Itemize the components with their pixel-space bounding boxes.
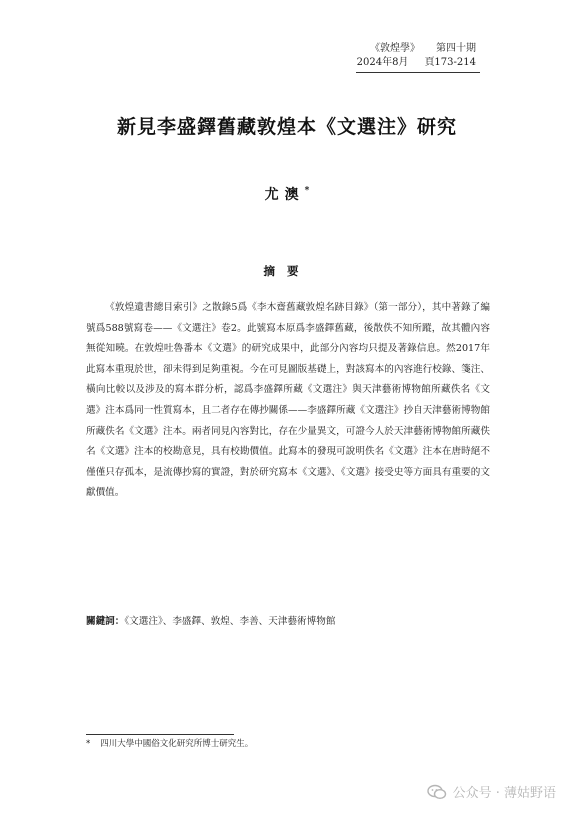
footnote-mark: * <box>86 739 91 749</box>
abstract-heading: 摘要 <box>263 264 311 278</box>
keywords <box>86 614 490 630</box>
journal-info <box>357 42 476 70</box>
author-line <box>0 184 574 204</box>
journal-row-2 <box>357 56 476 70</box>
journal-date: 2024年8月 <box>356 57 409 68</box>
footnote-text: 四川大學中國俗文化研究所博士研究生。 <box>100 739 254 749</box>
article-title: 新見李盛鐸舊藏敦煌本《文選注》研究 <box>116 116 457 138</box>
watermark-text: 公众号 · 薄姑野语 <box>452 786 556 801</box>
journal-issue: 第四十期 <box>436 43 476 54</box>
footnote <box>86 738 253 750</box>
abstract-body <box>86 298 490 504</box>
keywords-text: 《文選注》、李盛鐸、敦煌、李善、天津藝術博物館 <box>124 616 336 627</box>
author-footnote-mark[interactable]: * <box>304 186 310 196</box>
wechat-icon <box>427 784 447 800</box>
journal-row-1 <box>357 42 476 56</box>
journal-name: 《敦煌學》 <box>370 43 420 54</box>
watermark <box>427 782 556 801</box>
journal-pages: 頁173-214 <box>424 57 476 68</box>
footnote-rule <box>86 734 234 735</box>
author-name: 尤澳 <box>264 187 305 203</box>
abstract-paragraph: 《敦煌遺書總目索引》之散錄5爲《李木齋舊藏敦煌名跡目錄》（第一部分），其中著錄了編號爲588號寫卷——《文選注》卷2。此號寫本原爲李盛鐸舊藏，後散佚不知所蹤，故其體內容無從知曉。在敦煌吐魯番本《文選》的研究成果中，此部分內容均只提及著錄信息。然2017年此寫本重現於世，卻未得到足夠重視。今在可見圖版基礎上，對該寫本的內容進行校錄、箋注、橫向比較以及涉及的寫本群分析，認爲李盛鐸所藏《文選注》與天津藝術博物館所藏佚名《文選》注本爲同一性質寫本，且二者存在傳抄關係——李盛鐸所藏《文選注》抄自天津藝術博物館所藏佚名《文選》注本。兩者同見內容對比，存在少量異文，可證今人於天津藝術博物館所藏佚名《文選》注本的校勘意見，具有校勘價值。此寫本的發現可說明佚名《文選》注本在唐時絕不僅僅只存孤本，是流傳抄寫的實證，對於研究寫本《文選》、《文選》接受史等方面具有重要的文獻價值。 <box>86 302 490 499</box>
journal-rule <box>356 72 480 73</box>
keywords-label: 關鍵詞： <box>86 616 125 627</box>
